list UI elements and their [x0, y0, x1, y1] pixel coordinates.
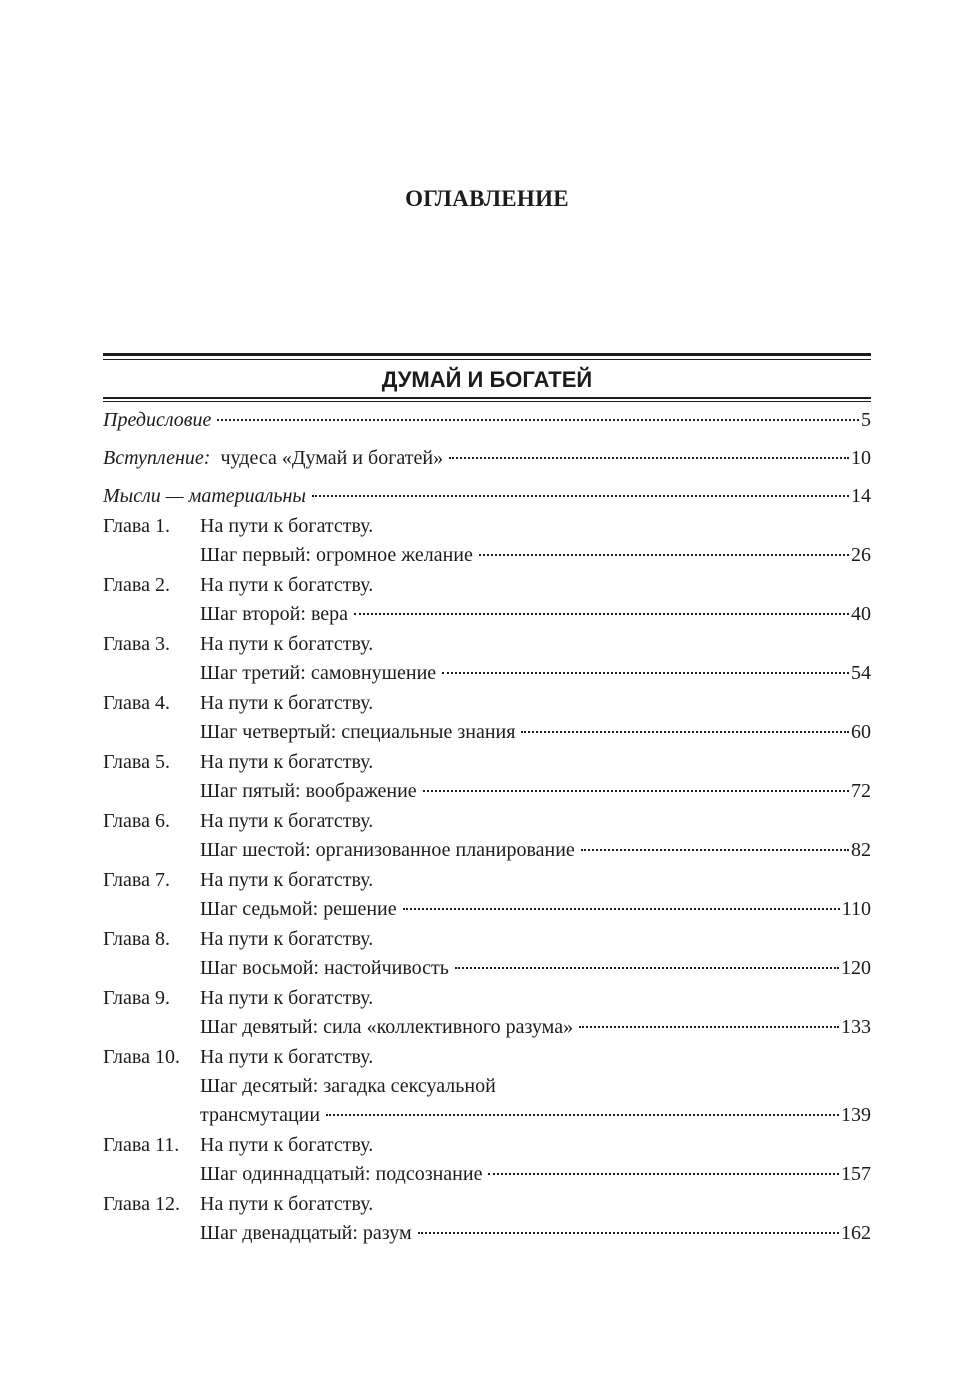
dot-leader [488, 1173, 839, 1175]
page-number: 139 [841, 1104, 871, 1126]
toc-entry-chapter[interactable] [103, 866, 871, 924]
chapter-title: Шаг седьмой: решение [200, 898, 397, 920]
chapter-title: Шаг пятый: воображение [200, 780, 417, 802]
chapter-heading: На пути к богатству. [200, 1046, 374, 1068]
dot-leader [581, 849, 849, 851]
dot-leader [449, 457, 849, 459]
toc-entry-chapter[interactable] [103, 807, 871, 865]
chapter-label: Глава 3. [103, 633, 170, 655]
toc-entry-chapter[interactable] [103, 984, 871, 1042]
chapter-title: Шаг первый: огромное желание [200, 544, 473, 566]
page-number: 40 [851, 603, 871, 625]
chapter-label: Глава 2. [103, 574, 170, 596]
entry-subtitle: чудеса «Думай и богатей» [220, 447, 444, 469]
dot-leader [423, 790, 849, 792]
toc-entry-chapter[interactable] [103, 571, 871, 629]
chapter-title: Шаг третий: самовнушение [200, 662, 437, 684]
page-number: 10 [851, 447, 871, 469]
toc-entry-chapter[interactable] [103, 925, 871, 983]
toc-entry-chapter[interactable] [103, 1131, 871, 1189]
toc-entry-preface[interactable] [103, 406, 871, 435]
page-number: 5 [861, 409, 871, 431]
toc-entry-chapter[interactable] [103, 512, 871, 570]
divider [103, 353, 871, 356]
toc-entry-chapter[interactable] [103, 1190, 871, 1248]
chapter-label: Глава 6. [103, 810, 170, 832]
divider [103, 359, 871, 360]
dot-leader [418, 1232, 839, 1234]
entry-title: Предисловие [103, 409, 212, 431]
page-number: 82 [851, 839, 871, 861]
divider [103, 397, 871, 399]
dot-leader [312, 495, 849, 497]
page-number: 110 [841, 898, 871, 920]
page-number: 54 [851, 662, 871, 684]
book-title: ДУМАЙ И БОГАТЕЙ [381, 367, 593, 392]
entry-title: Мысли — материальны [103, 485, 306, 507]
dot-leader [403, 908, 840, 910]
dot-leader [326, 1114, 839, 1116]
page-number: 120 [841, 957, 871, 979]
chapter-heading: На пути к богатству. [200, 987, 374, 1009]
chapter-label: Глава 11. [103, 1134, 180, 1156]
page-number: 133 [841, 1016, 871, 1038]
chapter-title: Шаг девятый: сила «коллективного разума» [200, 1016, 574, 1038]
chapter-heading: На пути к богатству. [200, 928, 374, 950]
chapter-label: Глава 8. [103, 928, 170, 950]
toc-entry-introduction[interactable] [103, 444, 871, 473]
page-title: ОГЛАВЛЕНИЕ [405, 186, 569, 211]
toc-entry-chapter[interactable] [103, 748, 871, 806]
dot-leader [521, 731, 849, 733]
chapter-heading: На пути к богатству. [200, 1134, 374, 1156]
chapter-title: Шаг четвертый: специальные знания [200, 721, 516, 743]
chapter-label: Глава 9. [103, 987, 170, 1009]
chapter-label: Глава 5. [103, 751, 170, 773]
chapter-title: Шаг восьмой: настойчивость [200, 957, 449, 979]
toc-entry-chapter[interactable] [103, 1043, 871, 1130]
dot-leader [442, 672, 849, 674]
page-number: 72 [851, 780, 871, 802]
chapter-label: Глава 4. [103, 692, 170, 714]
toc-entry-chapter[interactable] [103, 689, 871, 747]
chapter-heading: На пути к богатству. [200, 1193, 374, 1215]
chapter-heading: На пути к богатству. [200, 869, 374, 891]
chapter-title: Шаг десятый: загадка сексуальной [200, 1075, 496, 1097]
chapter-heading: На пути к богатству. [200, 810, 374, 832]
chapter-title: Шаг одиннадцатый: подсознание [200, 1163, 483, 1185]
page-number: 14 [851, 485, 871, 507]
chapter-title-continued: трансмутации [200, 1104, 321, 1126]
chapter-label: Глава 12. [103, 1193, 180, 1215]
divider [103, 401, 871, 402]
chapter-label: Глава 7. [103, 869, 170, 891]
toc-entry-thoughts[interactable] [103, 482, 871, 511]
dot-leader [479, 554, 849, 556]
dot-leader [579, 1026, 839, 1028]
chapter-title: Шаг второй: вера [200, 603, 349, 625]
page-number: 26 [851, 544, 871, 566]
entry-title: Вступление: [103, 447, 211, 469]
chapter-heading: На пути к богатству. [200, 751, 374, 773]
dot-leader [217, 419, 859, 421]
page-number: 157 [841, 1163, 871, 1185]
page-number: 162 [841, 1222, 871, 1244]
table-of-contents [103, 353, 871, 1248]
toc-entry-chapter[interactable] [103, 630, 871, 688]
chapter-heading: На пути к богатству. [200, 633, 374, 655]
chapter-heading: На пути к богатству. [200, 574, 374, 596]
page-number: 60 [851, 721, 871, 743]
dot-leader [455, 967, 839, 969]
dot-leader [354, 613, 849, 615]
chapter-title: Шаг шестой: организованное планирование [200, 839, 575, 861]
chapter-heading: На пути к богатству. [200, 515, 374, 537]
chapter-label: Глава 10. [103, 1046, 180, 1068]
chapter-title: Шаг двенадцатый: разум [200, 1222, 412, 1244]
chapter-heading: На пути к богатству. [200, 692, 374, 714]
chapter-label: Глава 1. [103, 515, 170, 537]
